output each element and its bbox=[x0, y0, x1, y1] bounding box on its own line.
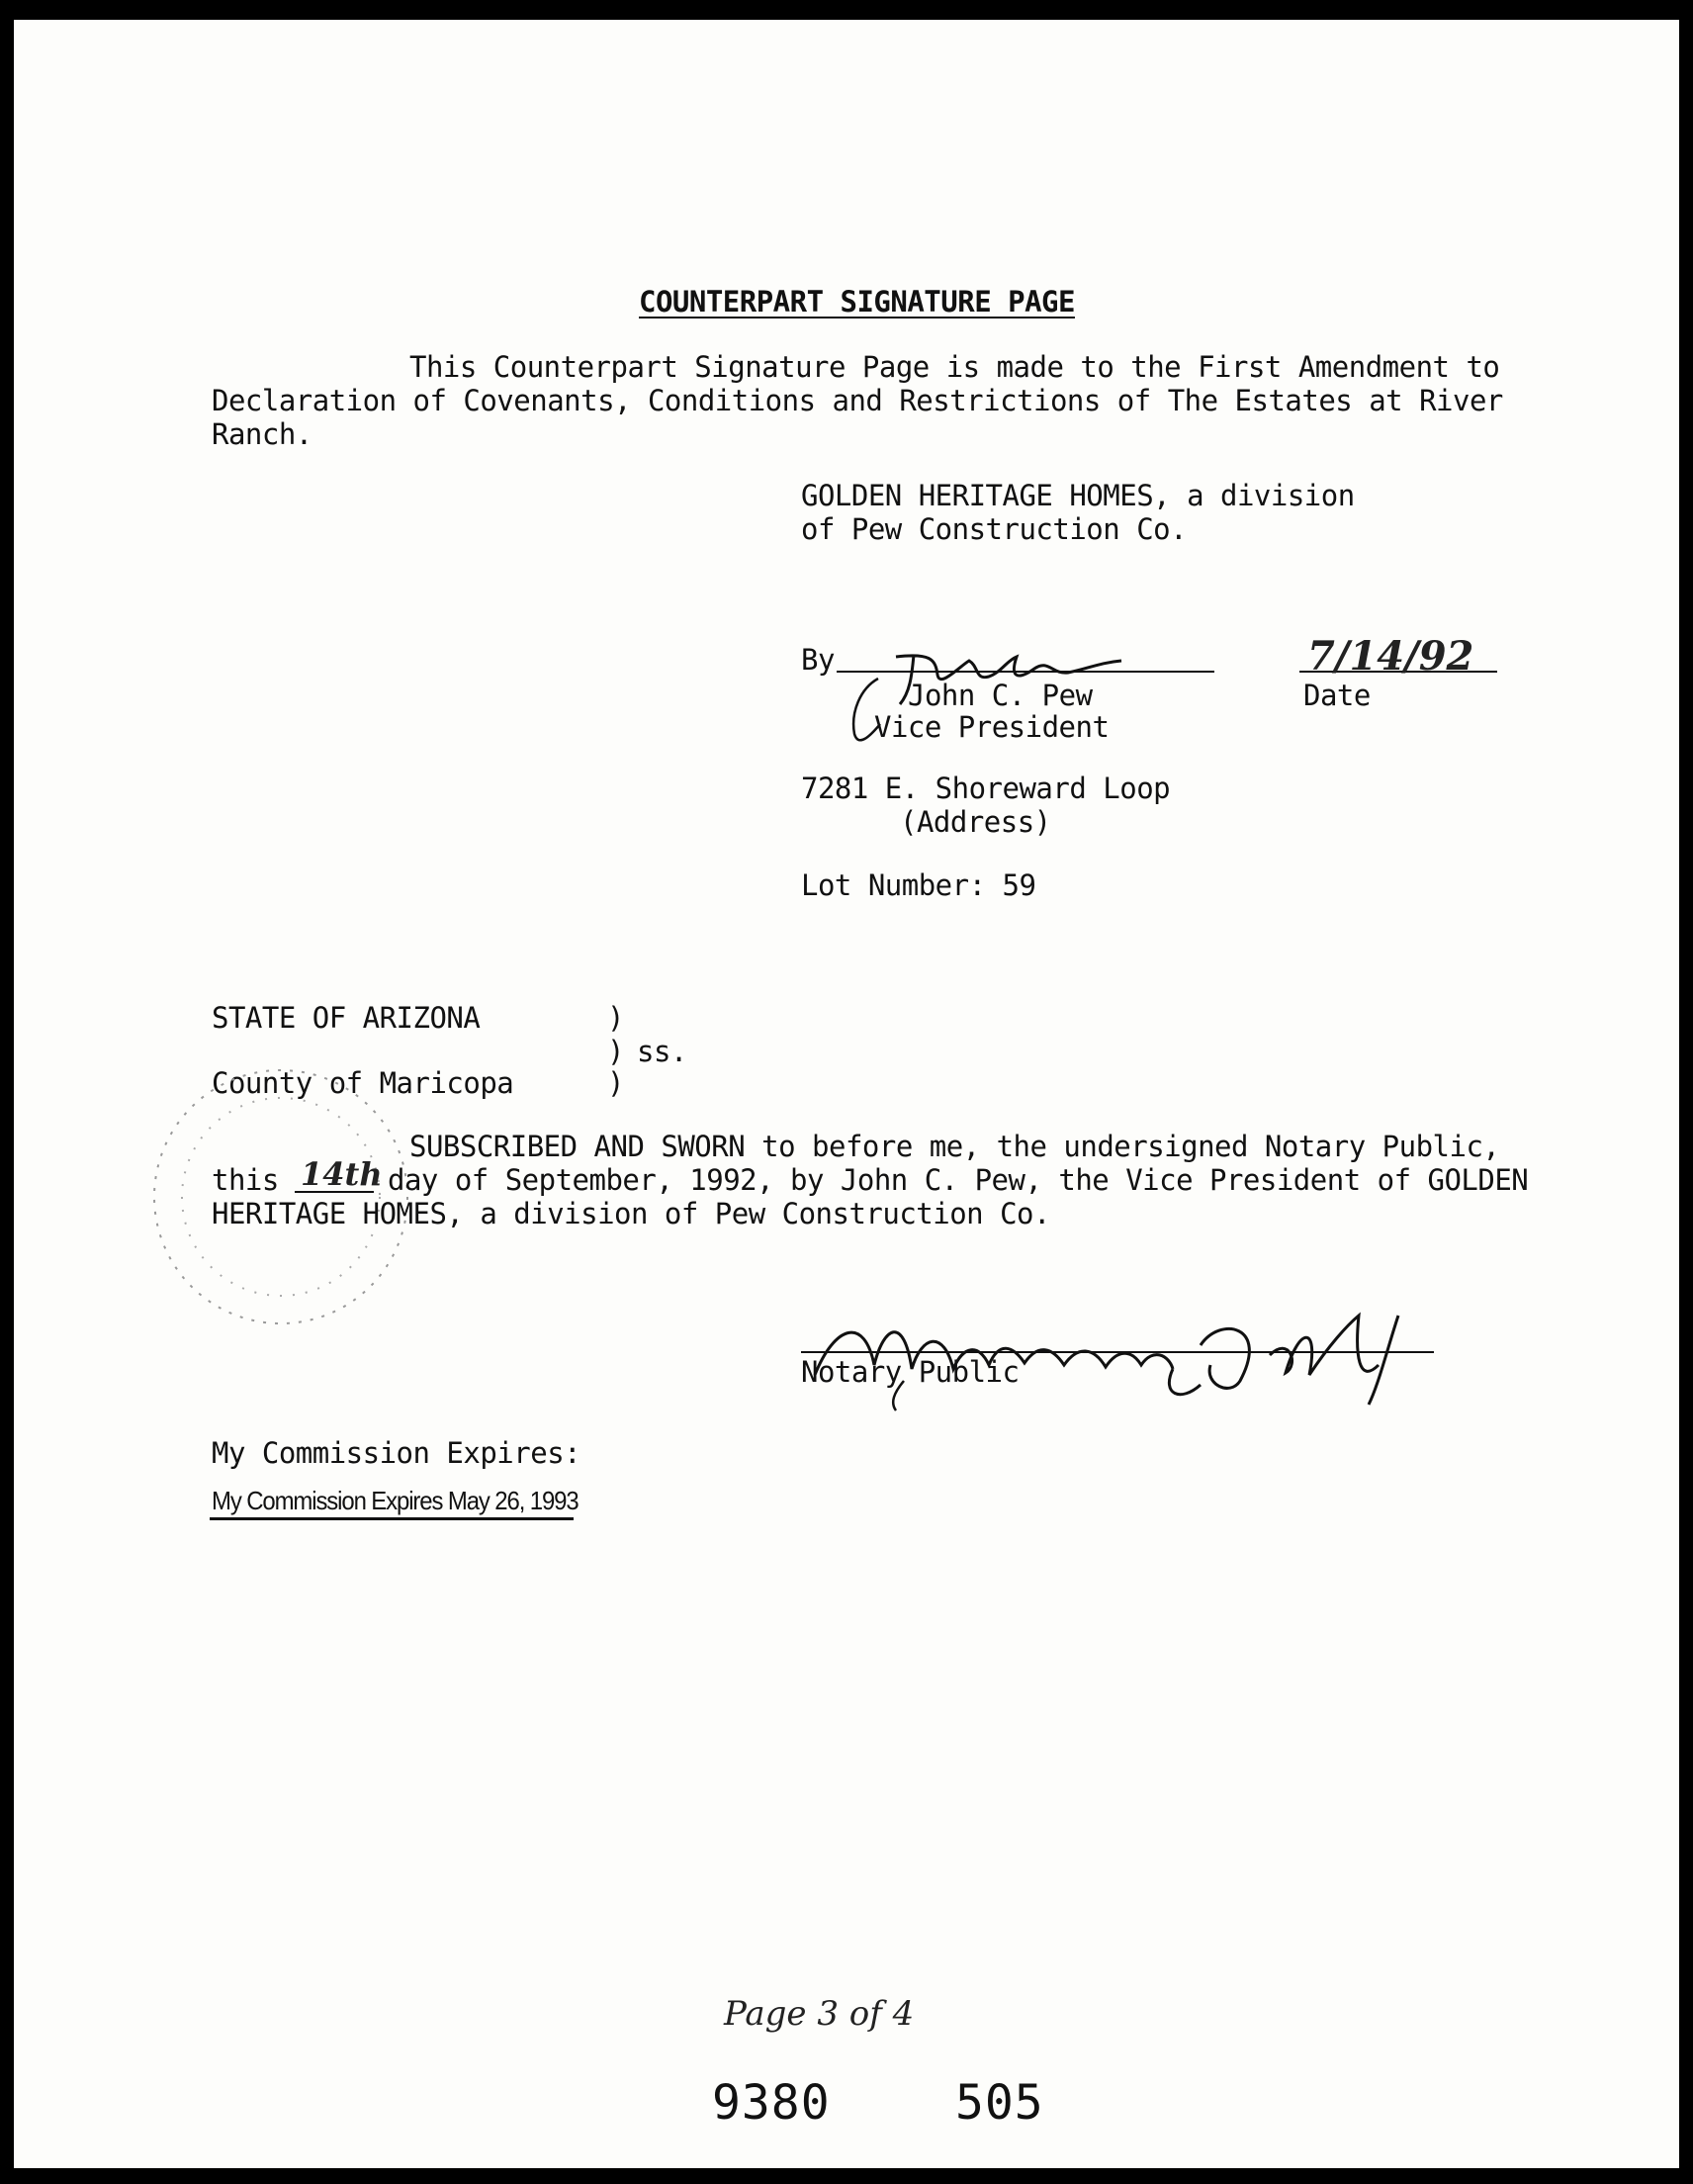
lot-number: Lot Number: 59 bbox=[801, 868, 1036, 902]
bracket-2: ) bbox=[607, 1035, 624, 1068]
sworn-line-3: HERITAGE HOMES, a division of Pew Construction Co. bbox=[212, 1197, 1050, 1230]
page-title: COUNTERPART SIGNATURE PAGE bbox=[639, 285, 1075, 318]
notary-signature bbox=[805, 1286, 1438, 1414]
bracket-1: ) bbox=[607, 1001, 624, 1035]
page-number-handwritten: Page 3 of 4 bbox=[724, 1994, 915, 2034]
date-label: Date bbox=[1303, 679, 1371, 712]
address-label: (Address) bbox=[900, 805, 1051, 839]
signer-title: Vice President bbox=[874, 710, 1110, 744]
notary-line bbox=[801, 1351, 1434, 1353]
footer-number-2: 505 bbox=[955, 2075, 1044, 2131]
signer-name: John C. Pew bbox=[908, 679, 1093, 712]
bracket-3: ) bbox=[607, 1066, 624, 1100]
sworn-line-2: day of September, 1992, by John C. Pew, the Vice President of GOLDEN bbox=[388, 1163, 1529, 1197]
ss-label: ss. bbox=[637, 1035, 687, 1068]
this-word: this bbox=[212, 1163, 279, 1197]
day-handwritten: 14th bbox=[301, 1155, 383, 1193]
footer-number-1: 9380 bbox=[712, 2075, 831, 2131]
sworn-line-1: SUBSCRIBED AND SWORN to before me, the undersigned Notary Public, bbox=[409, 1130, 1500, 1163]
date-handwritten: 7/14/92 bbox=[1307, 633, 1474, 680]
company-line-1: GOLDEN HERITAGE HOMES, a division bbox=[801, 479, 1355, 512]
county-line: County of Maricopa bbox=[212, 1066, 514, 1100]
commission-stamp: My Commission Expires May 26, 1993 bbox=[212, 1486, 579, 1515]
by-label: By bbox=[801, 643, 835, 677]
intro-line-3: Ranch. bbox=[212, 417, 312, 451]
document-page bbox=[14, 20, 1679, 2168]
commission-label: My Commission Expires: bbox=[212, 1436, 581, 1470]
state-line: STATE OF ARIZONA bbox=[212, 1001, 481, 1035]
address-line: 7281 E. Shoreward Loop bbox=[801, 772, 1171, 805]
commission-stamp-underline bbox=[210, 1517, 574, 1520]
notary-label: Notary Public bbox=[801, 1355, 1020, 1389]
intro-line-2: Declaration of Covenants, Conditions and Restrictions of The Estates at River bbox=[212, 384, 1503, 417]
company-line-2: of Pew Construction Co. bbox=[801, 512, 1188, 546]
intro-line-1: This Counterpart Signature Page is made to the First Amendment to bbox=[409, 350, 1500, 384]
